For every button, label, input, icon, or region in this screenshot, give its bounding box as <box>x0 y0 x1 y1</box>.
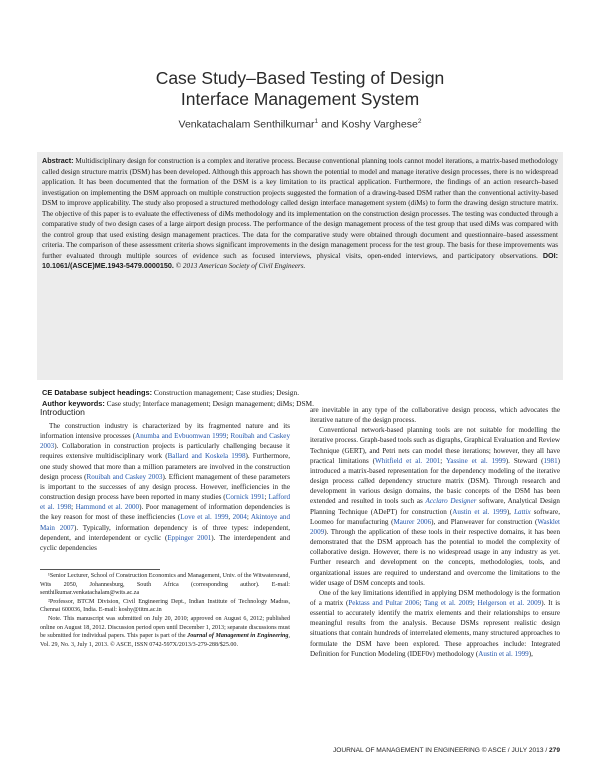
citation-link[interactable]: Yassine et al. 1999 <box>445 456 506 465</box>
title-line-1: Case Study–Based Testing of Design <box>155 68 445 88</box>
subject-headings <box>42 388 558 398</box>
citation-link[interactable]: Hammond et al. 2000 <box>75 503 140 512</box>
text-run: ; <box>71 503 76 512</box>
author-keywords-text: Case study; Interface management; Design management; diMs; DSM. <box>104 399 314 408</box>
text-run: ; <box>440 456 446 465</box>
text-run: ), and Planweaver for construction ( <box>431 517 538 526</box>
page-number: 279 <box>548 747 560 754</box>
citation-link[interactable]: Ballard and Koskela 1998 <box>167 452 246 461</box>
subject-headings-text: Construction management; Case studies; Design. <box>152 388 300 397</box>
text-run: ). It is essential to accurately identify the matrix elements and their relationships to ensure meaningful results from the analysis. Because DSMs represent realistic design situations that contain hundreds of interrelated elements, many structured approaches to formulate the DSM have been explored. These approaches include: Integrated Definition for Function Modeling (IDEF0v) methodology ( <box>310 598 560 658</box>
paragraph <box>310 588 560 659</box>
text-run: The construction industry is characterized by its fragmented nature and its information intensive processes ( <box>40 422 290 441</box>
text-run: ), <box>506 507 515 516</box>
footnote-rule <box>40 569 160 570</box>
abstract-doi[interactable]: DOI: 10.1061/(ASCE)ME.1943-5479.0000150. <box>42 250 558 271</box>
text-run: One of the key limitations identified in applying DSM methodology is the formation of a matrix ( <box>310 588 560 607</box>
text-run: ; <box>264 493 269 502</box>
author-1: Venkatachalam Senthilkumar <box>178 118 315 131</box>
citation-link[interactable]: Rouibah and Caskey 2003 <box>40 432 290 451</box>
citation-link[interactable]: Akintoye and Main 2007 <box>40 513 291 532</box>
author-1-mark: 1 <box>314 118 319 125</box>
text-run: ) introduced a matrix-based representation for the dependency modeling of the iterative design process called dependency structure matrix (DSM). Through research and development in various design domains, the basic concepts of the DSM has been extended and resulted in tools such as <box>310 456 560 506</box>
citation-link[interactable]: 2004 <box>232 513 247 522</box>
citation-link[interactable]: Lafford et al. 1998 <box>40 493 290 512</box>
citation-link[interactable]: Cornick 1991 <box>225 493 265 502</box>
authors-and: and <box>318 118 342 131</box>
text-run: Conventional network-based planning tools are not suitable for modelling the iterative process. Graph-based tools such as digraphs, Graphical Evaluation and Review Technique (GERT), and Petri nets can model these iterations; however, they all have practical limitations ( <box>310 426 560 465</box>
page-title <box>40 68 560 110</box>
footer-journal: JOURNAL OF MANAGEMENT IN ENGINEERING © ASCE / JULY 2013 / <box>332 747 549 754</box>
text-run: ). Steward ( <box>505 456 544 465</box>
citation-link[interactable]: Austin et al. 1999 <box>478 649 529 658</box>
footnote-2: ²Professor, BTCM Division, Civil Engineering Dept., Indian Institute of Technology Madras, Chennai 600036, India. E-mail: koshy@iitm.ac.in <box>40 598 290 614</box>
text-run: ). Typically, information dependency is of three types: independent, dependent, and interdependent or cyclic ( <box>40 523 290 542</box>
text-run: software, Loomeo for manufacturing ( <box>310 507 560 526</box>
text-run: , <box>228 513 233 522</box>
text-run: ). Collaboration in construction projects is particularly challenging because it requires extensive multidisciplinary work ( <box>40 442 290 461</box>
left-column <box>40 421 290 553</box>
citation-link[interactable]: Lattix <box>514 507 531 516</box>
subject-headings-label: CE Database subject headings: <box>42 388 153 397</box>
citation-link[interactable]: Wasklet 2009 <box>310 517 560 536</box>
page-footer <box>40 747 560 754</box>
right-column <box>310 405 560 659</box>
author-2-mark: 2 <box>417 118 422 125</box>
manuscript-note <box>40 615 290 649</box>
citation-link[interactable]: Eppinger 2001 <box>167 533 212 542</box>
author-keywords-label: Author keywords: <box>42 399 105 408</box>
citation-link[interactable]: 1981 <box>543 456 558 465</box>
citation-link[interactable]: Helgerson et al. 2009 <box>477 598 542 607</box>
citation-link[interactable]: Whitfield et al. 2001 <box>375 456 441 465</box>
text-run: ). The interdependent and cyclic dependencies <box>40 533 291 552</box>
text-run: ; <box>226 432 231 441</box>
footnotes <box>40 572 290 649</box>
citation-link[interactable]: Love et al. 1999 <box>180 513 229 522</box>
text-run: software, Analytical Design Planning Technique (ADePT) for construction ( <box>310 497 560 516</box>
manuscript-note-text: Note. This manuscript was submitted on July 20, 2010; approved on August 6, 2012; published online on August 18, 2012. Discussion period open until December 1, 2013; separate discussions must be submitted for individual papers. This paper is part of the <box>40 615 290 640</box>
journal-name: Journal of Management in Engineering <box>187 633 289 640</box>
paragraph <box>310 425 560 588</box>
citation-link[interactable]: Austin et al. 1999 <box>452 507 507 516</box>
citation-link[interactable]: Rouibah and Caskey 2003 <box>86 472 163 481</box>
text-run: ), <box>528 649 533 658</box>
text-run: ; <box>246 513 251 522</box>
abstract-label: Abstract: <box>42 156 74 165</box>
citation-link[interactable]: Tang et al. 2009 <box>424 598 473 607</box>
abstract <box>42 156 558 272</box>
author-2: Koshy Varghese <box>341 118 418 131</box>
citation-link[interactable]: Maurer 2006 <box>393 517 432 526</box>
text-run: ). Through the application of these tools in their respective domains, it has been demonstrated that the DSM approach has the potential to model the complexity of collaborative design. However, there is no widespread usage in any industry as yet. Further research and development on the concepts, methodologies, tools, and organizational issues are required to understand and overcome the limitations to the wider usage of DSM concepts and tools. <box>310 527 560 587</box>
citation-link[interactable]: Pektass and Pultar 2006 <box>348 598 420 607</box>
text-run: are inevitable in any type of the collaborative design process, which advocates the iterative nature of the design process. <box>310 406 560 425</box>
text-run: ; <box>472 598 478 607</box>
paragraph <box>40 421 290 553</box>
text-run: ; <box>419 598 425 607</box>
footnote-1: ¹Senior Lecturer, School of Construction Economics and Management, Univ. of the Witwatersrand, Wits 2050, Johannesburg, South Africa (corresponding author). E-mail: senthilkumar.venkatachalam@wits.ac.za <box>40 573 290 597</box>
text-run: ). Furthermore, one study showed that more than a million parameters are involved in the construction design process ( <box>40 452 290 481</box>
section-heading-introduction: Introduction <box>40 407 85 417</box>
text-run: ). Poor management of information dependencies is the key reason for most of these inefficiencies ( <box>40 503 291 522</box>
abstract-copyright: © 2013 American Society of Civil Engineers. <box>173 262 306 271</box>
text-run: ). Efficient management of these parameters is important to the successes of any design process. However, inefficiencies in the construction design process have been reported in many studies ( <box>40 472 291 502</box>
authors <box>40 118 560 131</box>
citation-link[interactable]: Acclaro Designer <box>425 497 477 506</box>
citation-link[interactable]: Anumba and Evbuomwan 1999 <box>135 432 227 441</box>
manuscript-note-text-2: , Vol. 29, No. 3, July 1, 2013. © ASCE, ISSN 0742-597X/2013/3-279-288/$25.00. <box>40 633 290 648</box>
abstract-text: Multidisciplinary design for construction is a complex and iterative process. Because conventional planning tools cannot model iterations, a matrix-based methodology called design structure matrix (DSM) has been developed. Although this approach has shown the potential to model and manage iterative design processes, there is no widespread application. It has been documented that the formation of the DSM is a key limitation to its practical application. Furthermore, the findings of an action research–based investigation on implementing the DSM approach on multiple construction projects suggested the formation of a drawing-based DSM rather than the conventional activity-based DSM to improve applicability. The study also proposed a structured methodology called design interface management system (diMs) to form the drawing design structure matrix. The objective of this paper is to evaluate the effectiveness of diMs methodology and its implementation on the construction design processes. The testing was conducted through a comparative study of two design cases of a large airport design process. The performance of the design management process of the test group that used diMs was compared with the control group that used existing design management practices. The data for the comparative study were obtained through document and questionnaire–based assessment criteria. The comparison of these assessment criteria shows significant improvements in the design management process for the test group. The basis for these improvements was further evaluated through multiple sources of evidence such as focused interviews, physical visits, open-ended interviews, and participatory observations. <box>42 157 558 260</box>
paragraph <box>310 405 560 425</box>
title-line-2: Interface Management System <box>180 89 420 109</box>
